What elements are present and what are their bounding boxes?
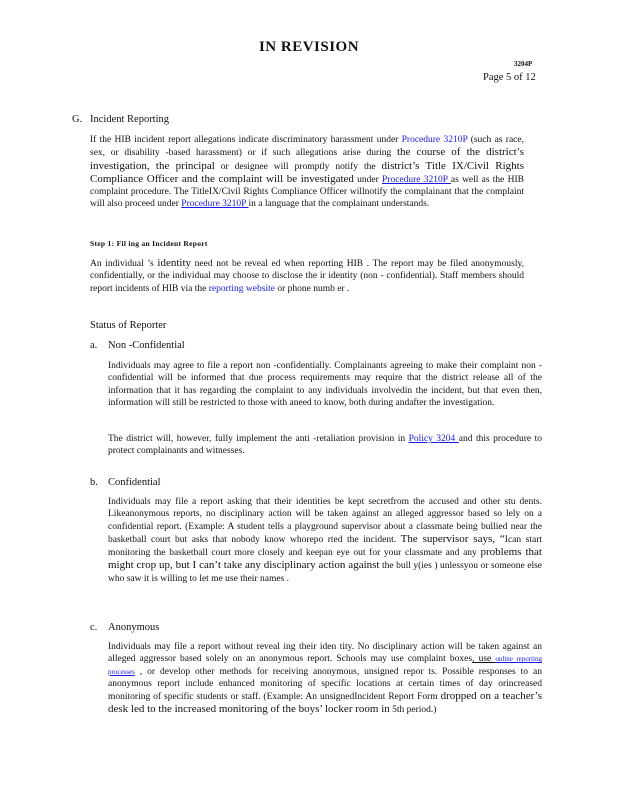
page-number: Page 5 of 12 bbox=[483, 72, 536, 83]
subsection-a-marker: a. bbox=[90, 340, 98, 351]
subsection-a-heading: Non -Confidential bbox=[108, 340, 185, 351]
document-title: IN REVISION bbox=[258, 39, 360, 55]
procedure-3210p-link[interactable]: Procedure 3210P bbox=[181, 199, 249, 210]
policy-3204-link[interactable]: Policy 3204 bbox=[408, 434, 459, 444]
reporting-website-link[interactable]: reporting website bbox=[208, 283, 275, 294]
anonymous-paragraph: Individuals may file a report without reveal ing their iden tity. No disciplinary action will be taken against an alleged aggressor based solely on an anonymous report. Schools may use complaint boxes, use online reporting processes , or develop other methods for receiving anonymous, unsigned repor ts. Possible responses to an anonymous report include enhanced monitoring of specific locations at certain times of day orincreased monitoring of specific students or staff. (Example: An unsignedIncident Report Form dropped on a teacher’s desk led to the increased monitoring of the boys’ locker room in 5th period.) bbox=[108, 642, 543, 716]
subsection-c-heading: Anonymous bbox=[108, 622, 160, 633]
status-of-reporter-heading: Status of Reporter bbox=[90, 320, 167, 331]
document-id: 3204P bbox=[514, 60, 533, 68]
subsection-b-marker: b. bbox=[90, 477, 98, 488]
online-reporting-processes-link[interactable]: online reporting processes bbox=[108, 655, 543, 676]
non-confidential-paragraph: Individuals may agree to file a report non -confidentially. Complainants agreeing to make their complaint non -confidential will be informed that due process requirements may require that the district release all of the information that it has regarding the complaint to any individuals involvedin the incident, but that even then, information will still be restricted to those with aneed to know, both during andafter the investigation. bbox=[108, 361, 542, 408]
anonymous-reporting-paragraph: An individual ’s identity need not be reveal ed when reporting HIB . The report may be filed anonymously, confidentially, or the individual may choose to disclose the ir identity (non - confidential). Staff members should report incidents of HIB via the reporting website or phone numb er . bbox=[90, 257, 524, 294]
section-marker: G. bbox=[72, 114, 83, 125]
section-heading: Incident Reporting bbox=[90, 114, 170, 125]
subsection-c-marker: c. bbox=[90, 622, 98, 633]
procedure-3210p-link[interactable]: Procedure 3210P bbox=[382, 174, 451, 185]
hib-discrimination-paragraph: If the HIB incident report allegations indicate discriminatory harassment under Procedure 3210P (such as race, sex, or disability -based harassment) or if such allegations arise during the course of the district’s investigation, the principal or designee will promptly notify the district’s Title IX/Civil Rights Compliance Officer and the complaint will be investigated under Procedure 3210P as well as the HIB complaint procedure. The TitleIX/Civil Rights Compliance Officer willnotify the complainant that the complaint will also proceed under Procedure 3210P in a language that the complainant understands. bbox=[90, 135, 524, 210]
procedure-3210p-link[interactable]: Procedure 3210P bbox=[401, 135, 468, 145]
anti-retaliation-paragraph: The district will, however, fully implement the anti -retaliation provision in Policy 3204 and this procedure to protect complainants and witnesses. bbox=[108, 434, 542, 457]
confidential-paragraph: Individuals may file a report asking that their identities be kept secretfrom the accused and other stu dents. Likeanonymous reports, no disciplinary action will be taken against an alleged aggressor based so lely on a confidential report. (Example: A student tells a playground supervisor about a classmate being bullied near the basketball court but asks that nobody know whorepo rted the incident. The supervisor says, “Ican start monitoring the basketball court more closely and keepan eye out for your classmate and any problems that might crop up, but I can’t take any disciplinary action against the bull y(ies ) unlessyou or someone else who saw it is willing to let me use their names . bbox=[108, 497, 542, 584]
subsection-b-heading: Confidential bbox=[108, 477, 161, 488]
step-1-heading: Step 1: Fil ing an Incident Report bbox=[90, 239, 208, 248]
